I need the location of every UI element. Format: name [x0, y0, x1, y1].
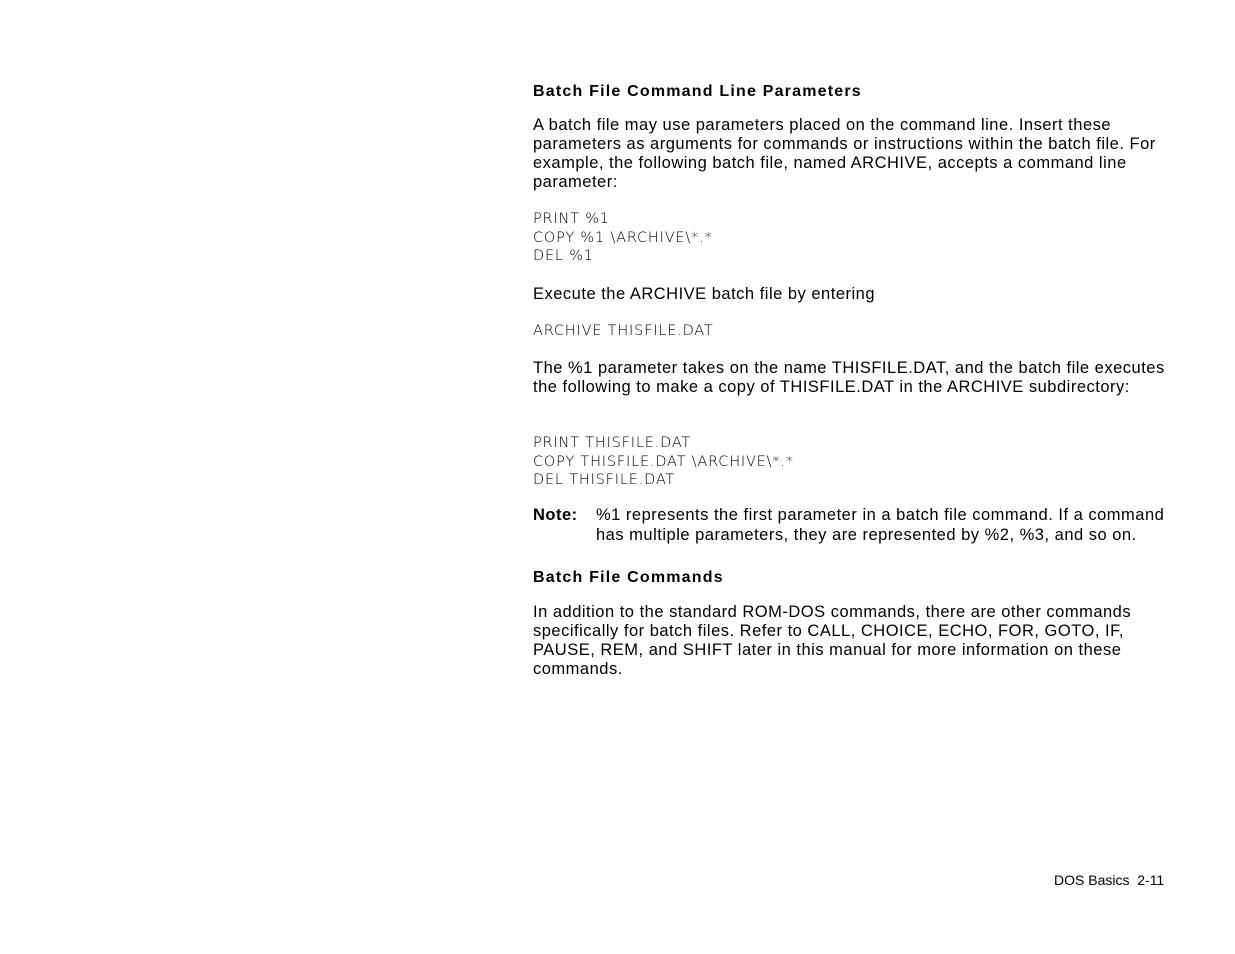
code-line: PRINT %1 [533, 211, 610, 227]
section-heading-commands: Batch File Commands [533, 569, 724, 586]
code-line: COPY THISFILE.DAT \ARCHIVE\*.* [533, 453, 794, 470]
note-block [533, 505, 1183, 545]
note-text: %1 represents the first parameter in a batch file command. If a command has multiple parameters, they are represented by %2, %3, and so on. [596, 506, 1165, 544]
code-block-archive [533, 210, 713, 266]
code-block-expanded [533, 434, 794, 490]
page-footer: DOS Basics 2-11 [1054, 872, 1165, 888]
code-block-command [533, 322, 714, 341]
note-label: Note: [533, 506, 578, 524]
code-line: COPY %1 \ARCHIVE\*.* [533, 229, 713, 246]
code-line: ARCHIVE THISFILE.DAT [533, 323, 714, 339]
section-heading-parameters: Batch File Command Line Parameters [533, 83, 862, 100]
execute-paragraph: Execute the ARCHIVE batch file by entering [533, 285, 876, 303]
explain-paragraph: The %1 parameter takes on the name THISFILE.DAT, and the batch file executes the following to make a copy of THISFILE.DAT in the ARCHIVE subdirectory: [533, 359, 1165, 396]
code-line: PRINT THISFILE.DAT [533, 435, 692, 451]
intro-paragraph: A batch file may use parameters placed on the command line. Insert these parameters as arguments for commands or instructions within the batch file. For example, the following batch file, named ARCHIVE, accepts a command line parameter: [533, 116, 1156, 191]
code-line: DEL THISFILE.DAT [533, 472, 676, 489]
code-line: DEL %1 [533, 248, 594, 265]
commands-paragraph: In addition to the standard ROM-DOS commands, there are other commands specifically for batch files. Refer to CALL, CHOICE, ECHO, FOR, GOTO, IF, PAUSE, REM, and SHIFT later in this manual for more information on these commands. [533, 603, 1132, 678]
